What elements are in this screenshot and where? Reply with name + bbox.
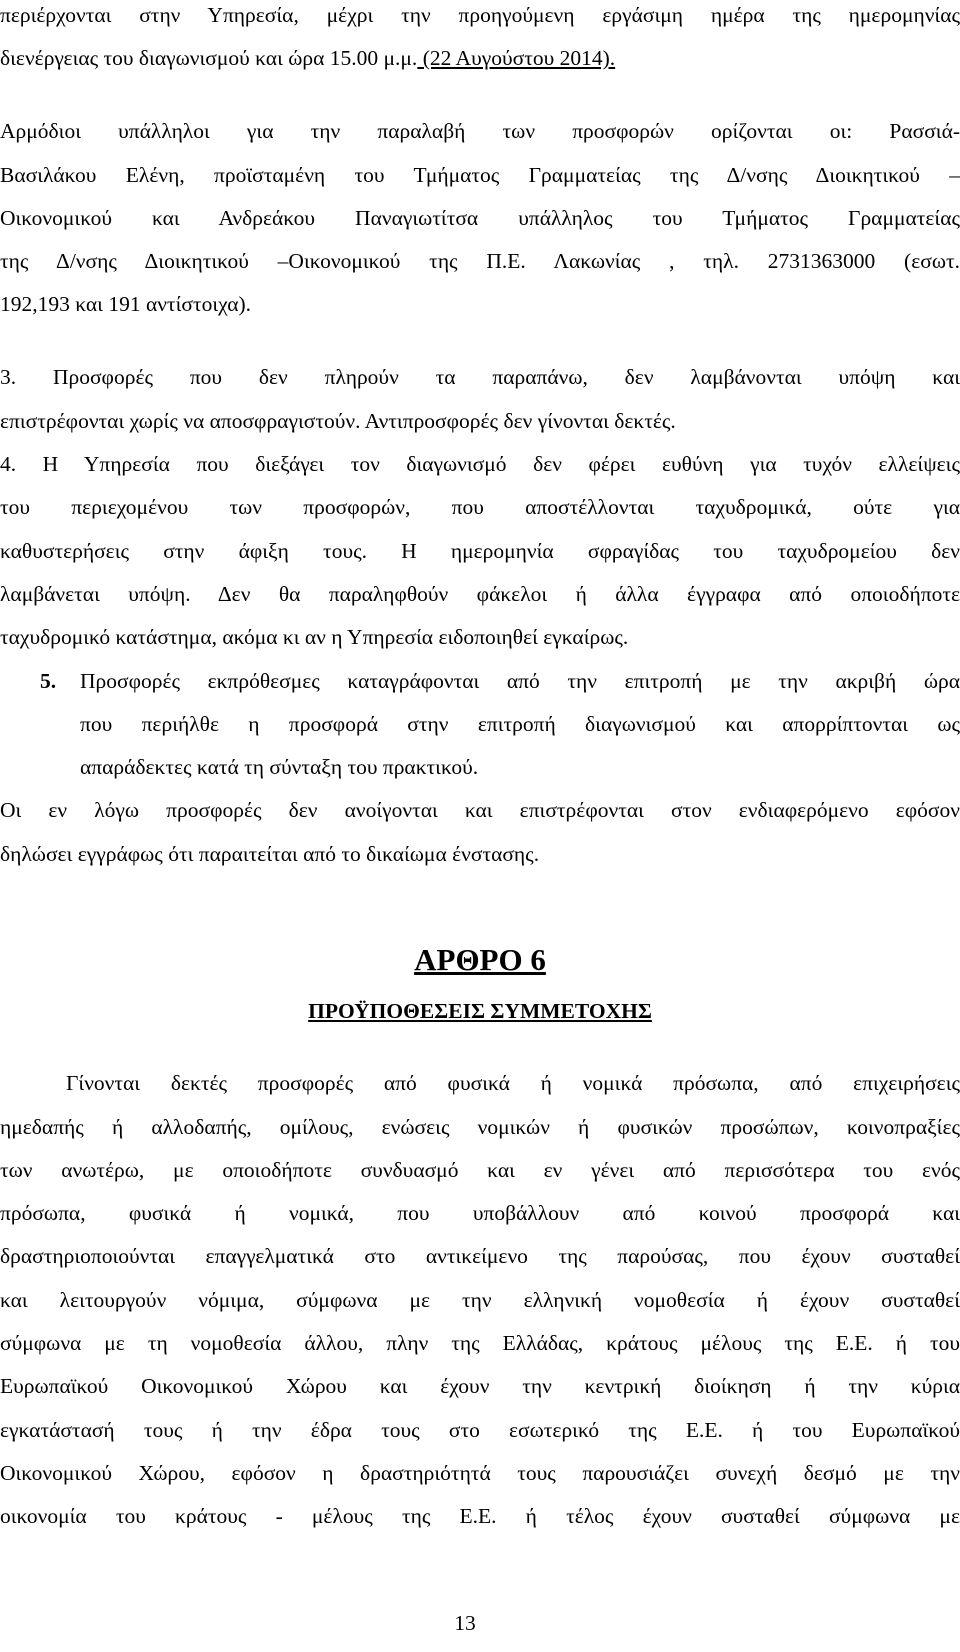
text-line: Αρμόδιοι υπάλληλοι για την παραλαβή των προσφορών ορίζονται οι: Ρασσιά- [0, 119, 960, 143]
date-underlined: (22 Αυγούστου 2014). [417, 46, 616, 70]
text-line: καθυστερήσεις στην άφιξη τους. Η ημερομηνία σφραγίδας του ταχυδρομείου δεν [0, 539, 960, 563]
text-fragment: διενέργειας του διαγωνισμού και ώρα 15.00 μ.μ. [0, 46, 418, 70]
text-line: σύμφωνα με τη νομοθεσία άλλου, πλην της Ελλάδας, κράτους μέλους της Ε.Ε. ή του [0, 1331, 960, 1355]
text-line: Γίνονται δεκτές προσφορές από φυσικά ή νομικά πρόσωπα, από επιχειρήσεις [66, 1071, 960, 1095]
text-line: ημεδαπής ή αλλοδαπής, ομίλους, ενώσεις νομικών ή φυσικών προσώπων, κοινοπραξίες [0, 1115, 960, 1139]
text-line: 3. Προσφορές που δεν πληρούν τα παραπάνω, δεν λαμβάνονται υπόψη και [0, 365, 960, 389]
text-line: Βασιλάκου Ελένη, προϊσταμένη του Τμήματος Γραμματείας της Δ/νσης Διοικητικού – [0, 163, 960, 187]
text-line: δηλώσει εγγράφως ότι παραιτείται από το δικαίωμα ένστασης. [0, 842, 540, 866]
text-line: που περιήλθε η προσφορά στην επιτροπή διαγωνισμού και απορρίπτονται ως [80, 712, 960, 736]
text-line: ταχυδρομικό κατάστημα, ακόμα κι αν η Υπηρεσία ειδοποιηθεί εγκαίρως. [0, 625, 629, 649]
article-title: ΑΡΘΡΟ 6 [414, 942, 546, 977]
text-line: 192,193 και 191 αντίστοιχα). [0, 292, 251, 316]
text-line: και λειτουργούν νόμιμα, σύμφωνα με την ελληνική νομοθεσία ή έχουν συσταθεί [0, 1288, 960, 1312]
text-line: εγκατάστασή τους ή την έδρα τους στο εσωτερικό της Ε.Ε. ή του Ευρωπαϊκού [0, 1418, 960, 1442]
text-line: πρόσωπα, φυσικά ή νομικά, που υποβάλλουν από κοινού προσφορά και [0, 1201, 960, 1225]
page-number: 13 [454, 1611, 476, 1635]
text-line: λαμβάνεται υπόψη. Δεν θα παραληφθούν φάκελοι ή άλλα έγγραφα από οποιοδήποτε [0, 582, 960, 606]
list-number: 5. [40, 669, 57, 693]
text-line: Ευρωπαϊκού Οικονομικού Χώρου και έχουν την κεντρική διοίκηση ή την κύρια [0, 1374, 960, 1398]
text-line: της Δ/νσης Διοικητικού –Οικονομικού της Π.Ε. Λακωνίας , τηλ. 2731363000 (εσωτ. [0, 249, 960, 273]
text-line: 4. Η Υπηρεσία που διεξάγει τον διαγωνισμό δεν φέρει ευθύνη για τυχόν ελλείψεις [0, 452, 960, 476]
text-line: του περιεχομένου των προσφορών, που αποστέλλονται ταχυδρομικά, ούτε για [0, 495, 960, 519]
text-line: απαράδεκτες κατά τη σύνταξη του πρακτικού. [80, 755, 479, 779]
article-subtitle: ΠΡΟΫΠΟΘΕΣΕΙΣ ΣΥΜΜΕΤΟΧΗΣ [308, 999, 652, 1023]
text-line [0, 45, 960, 71]
text-line: δραστηριοποιούνται επαγγελματικά στο αντικείμενο της παρούσας, που έχουν συσταθεί [0, 1244, 960, 1268]
text-line: Οι εν λόγω προσφορές δεν ανοίγονται και επιστρέφονται στον ενδιαφερόμενο εφόσον [0, 798, 960, 822]
text-line: των ανωτέρω, με οποιοδήποτε συνδυασμό και εν γένει από περισσότερα του ενός [0, 1158, 960, 1182]
text-line: Προσφορές εκπρόθεσμες καταγράφονται από την επιτροπή με την ακριβή ώρα [80, 669, 960, 693]
text-line: Οικονομικού και Ανδρεάκου Παναγιωτίτσα υπάλληλος του Τμήματος Γραμματείας [0, 206, 960, 230]
text-line: περιέρχονται στην Υπηρεσία, μέχρι την προηγούμενη εργάσιμη ημέρα της ημερομηνίας [0, 3, 960, 27]
text-line: επιστρέφονται χωρίς να αποσφραγιστούν. Αντιπροσφορές δεν γίνονται δεκτές. [0, 409, 676, 433]
text-line: Οικονομικού Χώρου, εφόσον η δραστηριότητά τους παρουσιάζει συνεχή δεσμό με την [0, 1461, 960, 1485]
text-line: οικονομία του κράτους - μέλους της Ε.Ε. ή τέλος έχουν συσταθεί σύμφωνα με [0, 1504, 960, 1528]
